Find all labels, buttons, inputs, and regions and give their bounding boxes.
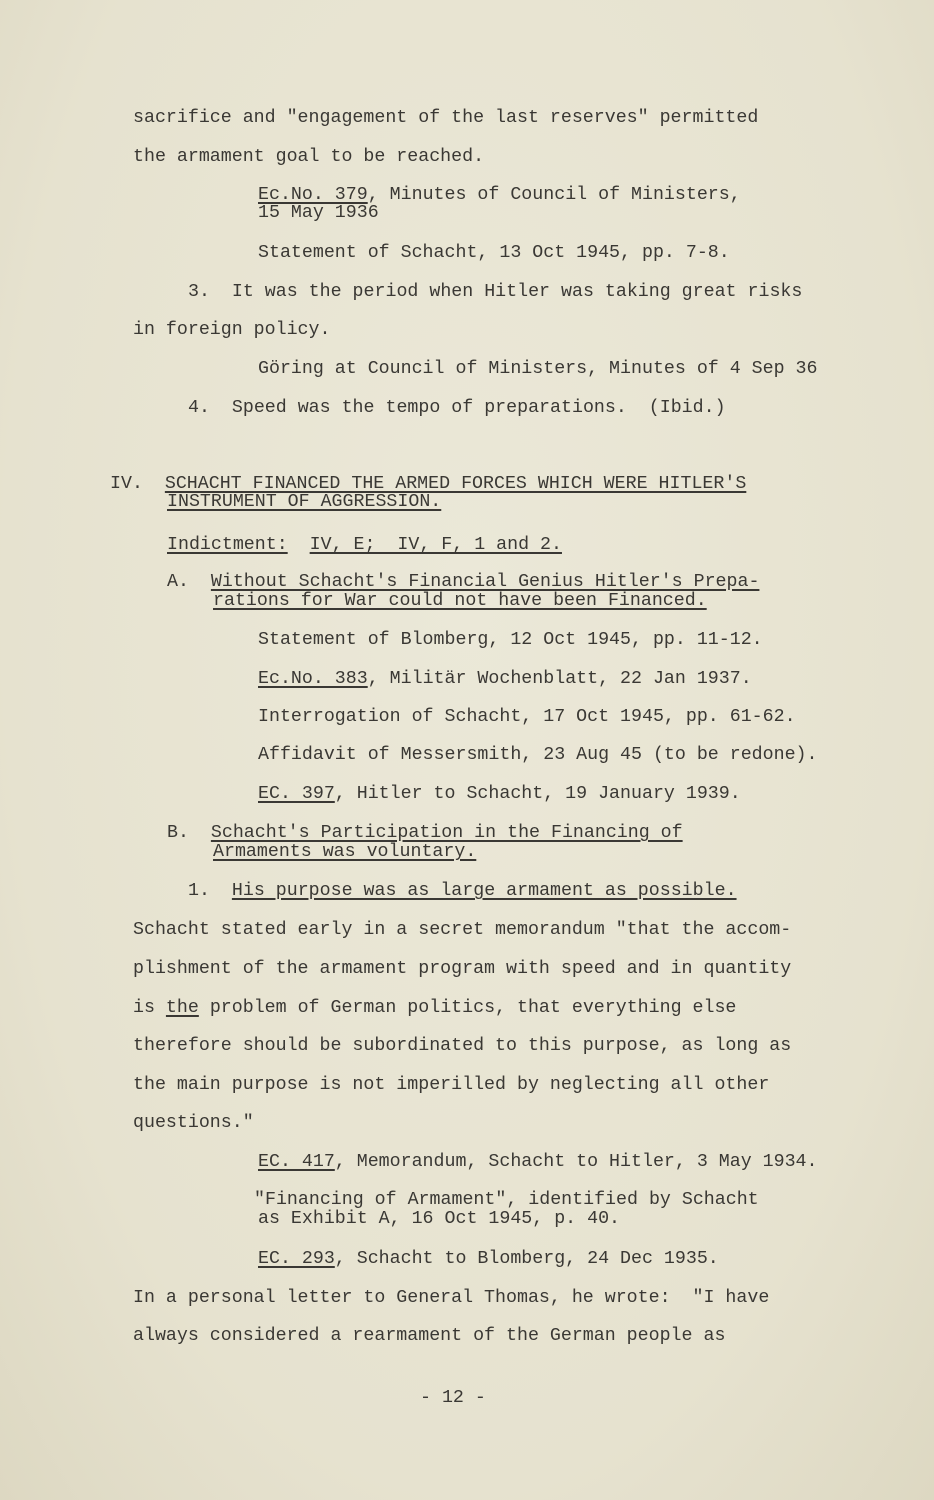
- text-line: [258, 203, 379, 223]
- text-line: [258, 185, 741, 205]
- text-line: [254, 1190, 759, 1210]
- text-segment: Statement of Schacht, 13 Oct 1945, pp. 7-8.: [258, 243, 730, 263]
- text-segment: plishment of the armament program with speed and in quantity: [133, 959, 792, 979]
- underlined-text: Ec.No. 379: [258, 185, 368, 205]
- text-segment: the armament goal to be reached.: [133, 147, 485, 167]
- text-segment: therefore should be subordinated to this purpose, as long as: [133, 1036, 792, 1056]
- text-line: [167, 572, 759, 592]
- text-segment: Interrogation of Schacht, 17 Oct 1945, pp. 61-62.: [258, 707, 796, 727]
- text-line: [213, 591, 707, 611]
- text-line: [133, 998, 736, 1018]
- text-line: [258, 630, 763, 650]
- text-line: [258, 1152, 818, 1172]
- text-segment: , Memorandum, Schacht to Hitler, 3 May 1934.: [334, 1152, 818, 1172]
- text-line: [133, 1113, 254, 1133]
- text-segment: 3. It was the period when Hitler was taking great risks: [188, 282, 803, 302]
- text-segment: Schacht stated early in a secret memorandum "that the accom-: [133, 920, 792, 940]
- underlined-text: EC. 293: [258, 1249, 335, 1269]
- underlined-text: His purpose was as large armament as possible.: [231, 881, 737, 901]
- underlined-text: IV, E; IV, F, 1 and 2.: [309, 535, 562, 555]
- text-segment: Affidavit of Messersmith, 23 Aug 45 (to be redone).: [258, 745, 818, 765]
- underlined-text: the: [165, 998, 199, 1018]
- text-segment: in foreign policy.: [133, 320, 331, 340]
- text-line: [133, 147, 484, 167]
- underlined-text: Without Schacht's Financial Genius Hitler's Prepa-: [210, 572, 760, 592]
- text-line: [258, 784, 741, 804]
- text-segment: 15 May 1936: [258, 203, 379, 223]
- text-segment: "Financing of Armament", identified by Schacht: [254, 1190, 759, 1210]
- underlined-text: EC. 397: [258, 784, 335, 804]
- text-line: [167, 823, 683, 843]
- text-line: [188, 881, 737, 901]
- text-segment: 1.: [188, 881, 232, 901]
- text-segment: is: [133, 998, 166, 1018]
- text-line: [133, 1036, 791, 1056]
- text-line: [133, 1075, 769, 1095]
- text-segment: IV.: [110, 474, 165, 494]
- text-segment: Statement of Blomberg, 12 Oct 1945, pp. 11-12.: [258, 630, 763, 650]
- text-line: [188, 398, 726, 418]
- text-line: [258, 1249, 719, 1269]
- text-line: [133, 1326, 725, 1346]
- text-segment: [288, 535, 310, 555]
- text-segment: sacrifice and "engagement of the last reserves" permitted: [133, 108, 759, 128]
- text-line: [133, 959, 791, 979]
- text-segment: as Exhibit A, 16 Oct 1945, p. 40.: [258, 1209, 621, 1229]
- text-line: [258, 1209, 620, 1229]
- text-line: [258, 359, 818, 379]
- page-number: [420, 1388, 486, 1408]
- text-segment: , Minutes of Council of Ministers,: [367, 185, 741, 205]
- text-line: [110, 474, 746, 494]
- text-line: [258, 745, 818, 765]
- text-line: [133, 108, 758, 128]
- text-line: [133, 920, 791, 940]
- text-line: [133, 1288, 769, 1308]
- text-segment: B.: [167, 823, 211, 843]
- text-line: [188, 282, 802, 302]
- text-line: [258, 243, 730, 263]
- text-segment: the main purpose is not imperilled by neglecting all other: [133, 1075, 770, 1095]
- underlined-text: Indictment:: [167, 535, 288, 555]
- underlined-text: Schacht's Participation in the Financing of: [210, 823, 683, 843]
- text-segment: In a personal letter to General Thomas, he wrote: "I have: [133, 1288, 770, 1308]
- text-line: [167, 535, 562, 555]
- underlined-text: INSTRUMENT OF AGGRESSION.: [167, 492, 442, 512]
- text-segment: A.: [167, 572, 211, 592]
- underlined-text: Armaments was voluntary.: [213, 842, 477, 862]
- text-line: [213, 842, 476, 862]
- text-segment: problem of German politics, that everything else: [198, 998, 737, 1018]
- text-segment: - 12 -: [420, 1388, 486, 1408]
- text-line: [167, 492, 441, 512]
- text-line: [133, 320, 330, 340]
- text-segment: questions.": [133, 1113, 254, 1133]
- text-segment: , Schacht to Blomberg, 24 Dec 1935.: [334, 1249, 719, 1269]
- text-segment: 4. Speed was the tempo of preparations. (Ibid.): [188, 398, 726, 418]
- text-segment: always considered a rearmament of the German people as: [133, 1326, 726, 1346]
- text-segment: , Hitler to Schacht, 19 January 1939.: [334, 784, 741, 804]
- text-segment: Göring at Council of Ministers, Minutes of 4 Sep 36: [258, 359, 818, 379]
- underlined-text: SCHACHT FINANCED THE ARMED FORCES WHICH WERE HITLER'S: [164, 474, 747, 494]
- underlined-text: EC. 417: [258, 1152, 335, 1172]
- text-line: [258, 669, 752, 689]
- text-line: [258, 707, 796, 727]
- underlined-text: Ec.No. 383: [258, 669, 368, 689]
- underlined-text: rations for War could not have been Financed.: [213, 591, 707, 611]
- text-segment: , Militär Wochenblatt, 22 Jan 1937.: [367, 669, 752, 689]
